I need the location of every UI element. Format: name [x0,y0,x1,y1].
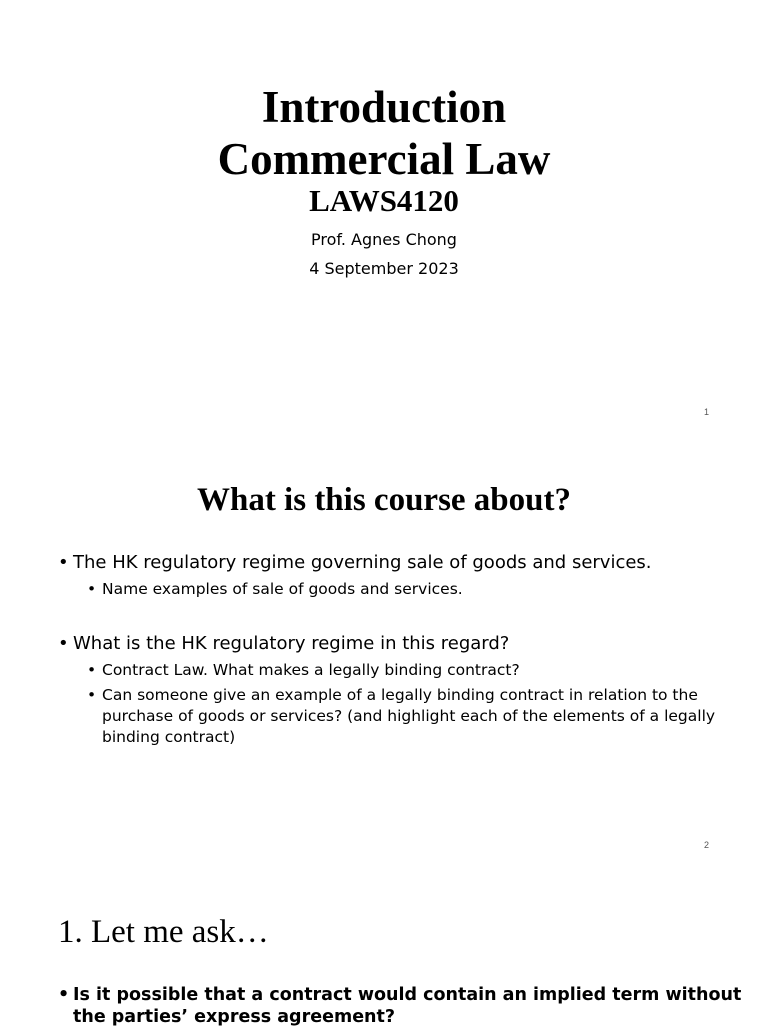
sub-bullet-item: • Name examples of sale of goods and services. [56,579,716,600]
presentation-date: 4 September 2023 [309,259,459,278]
slide-2 [0,434,768,868]
slide-3-title: 1. Let me ask… [58,914,269,950]
slide-1-title-line-2: Commercial Law [217,134,551,184]
bullet-item: • Is it possible that a contract would contain an implied term without the parties’ express agreement? [56,984,763,1028]
slide-2-page-number: 2 [703,840,709,850]
presenter-name: Prof. Agnes Chong [311,230,457,249]
slide-2-bullet-list-1 [56,552,716,600]
bullet-item: • What is the HK regulatory regime in this regard? [56,633,716,655]
slide-1 [0,0,768,434]
sub-bullet-item: • Can someone give an example of a legally binding contract in relation to the purchase of goods or services? (and highlight each of the elements of a legally binding contract) [56,685,716,748]
course-code: LAWS4120 [309,183,459,218]
sub-bullet-item: • Contract Law. What makes a legally binding contract? [56,660,716,681]
slide-1-title-line-1: Introduction [261,82,507,132]
slide-1-page-number: 1 [703,407,709,417]
slide-2-bullet-list-2 [56,633,716,748]
slide-3 [0,868,768,1027]
slide-2-title: What is this course about? [196,482,572,518]
bullet-item: • The HK regulatory regime governing sale of goods and services. [56,552,716,574]
